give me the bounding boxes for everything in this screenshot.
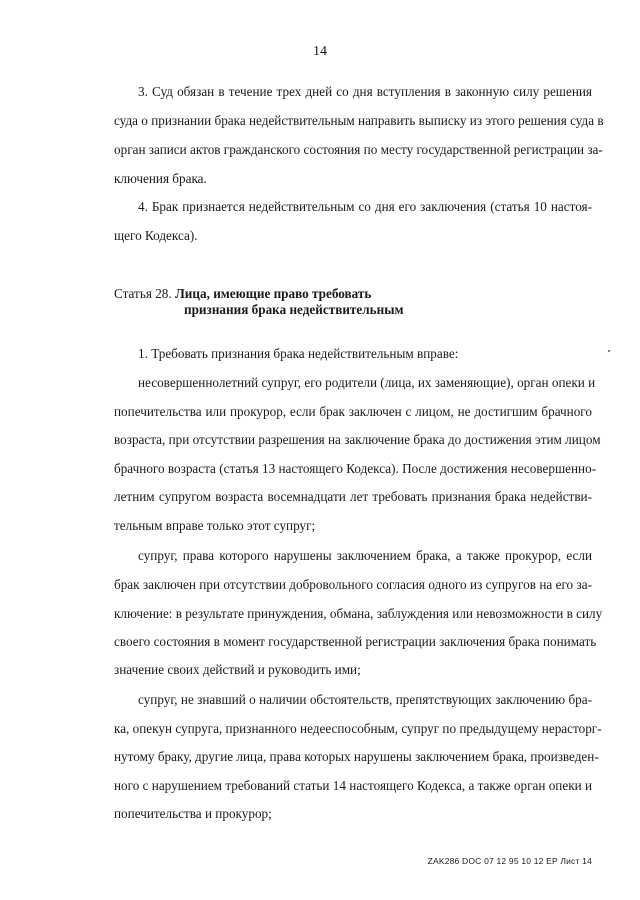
- article-prefix: Статья 28.: [114, 286, 172, 301]
- paragraph-3-line-4: ключения брака.: [114, 171, 207, 186]
- body-paragraph-2-line-4: брачного возраста (статья 13 настоящего Кодекса). После достижения несовершенно-: [114, 461, 597, 476]
- paragraph-4-line-1: 4. Брак признается недействительным со дня его заключения (статья 10 настоя-: [138, 199, 592, 214]
- body-paragraph-4-line-1: супруг, не знавший о наличии обстоятельств, препятствующих заключению бра-: [138, 692, 592, 707]
- paragraph-3-line-2: суда о признании брака недействительным направить выписку из этого решения суда в: [114, 113, 604, 128]
- body-paragraph-3-line-1: супруг, права которого нарушены заключением брака, а также прокурор, если: [138, 548, 592, 563]
- body-paragraph-4-line-2: ка, опекун супруга, признанного недееспособным, супруг по предыдущему нерасторг-: [114, 721, 602, 736]
- footer-document-code: ZAK286 DOC 07 12 95 10 12 EP Лист 14: [427, 856, 592, 866]
- body-paragraph-3-line-4: своего состояния в момент государственной регистрации заключения брака понимать: [114, 634, 597, 649]
- body-paragraph-2-line-2: попечительства или прокурор, если брак заключен с лицом, не достигшим брачного: [114, 404, 592, 419]
- article-heading: [114, 286, 371, 302]
- body-paragraph-3-line-2: брак заключен при отсутствии добровольного согласия одного из супругов на его за-: [114, 577, 592, 592]
- body-paragraph-2-line-6: тельным вправе только этот супруг;: [114, 518, 316, 533]
- paragraph-4-line-2: щего Кодекса).: [114, 228, 198, 243]
- body-paragraph-4-line-3: нутому браку, другие лица, права которых нарушены заключением брака, произведен-: [114, 749, 599, 764]
- page-number: 14: [313, 44, 327, 59]
- paragraph-3-line-3: орган записи актов гражданского состояния по месту государственной регистрации за-: [114, 142, 603, 157]
- body-paragraph-1-line-1: 1. Требовать признания брака недействительным вправе:: [138, 346, 459, 361]
- scan-speck: [608, 350, 610, 352]
- body-paragraph-2-line-5: летним супругом возраста восемнадцати лет требовать признания брака недействи-: [114, 489, 592, 504]
- body-paragraph-2-line-1: несовершеннолетний супруг, его родители (лица, их заменяющие), орган опеки и: [138, 375, 596, 390]
- body-paragraph-4-line-4: ного с нарушением требований статьи 14 настоящего Кодекса, а также орган опеки и: [114, 778, 593, 793]
- article-title-line-1: Лица, имеющие право требовать: [174, 286, 372, 301]
- body-paragraph-4-line-5: попечительства и прокурор;: [114, 806, 272, 821]
- article-title-line-2: признания брака недействительным: [184, 302, 404, 317]
- body-paragraph-3-line-5: значение своих действий и руководить ими;: [114, 662, 361, 677]
- body-paragraph-3-line-3: ключение: в результате принуждения, обмана, заблуждения или невозможности в силу: [114, 606, 603, 621]
- body-paragraph-2-line-3: возраста, при отсутствии разрешения на заключение брака до достижения этим лицом: [114, 432, 601, 447]
- paragraph-3-line-1: 3. Суд обязан в течение трех дней со дня вступления в законную силу решения: [138, 84, 592, 99]
